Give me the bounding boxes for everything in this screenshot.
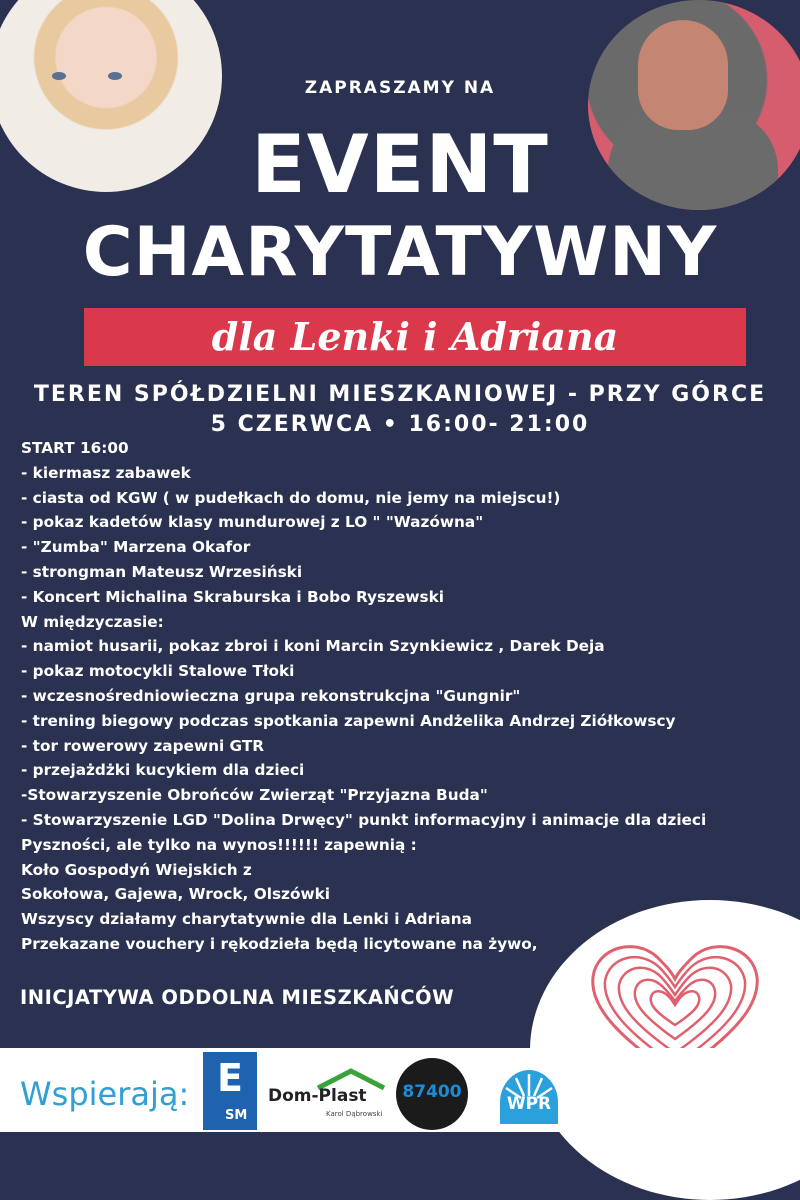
code-87400-text: 87400	[402, 1082, 462, 1102]
wpr-logo	[494, 1062, 564, 1128]
esm-logo-letter: E	[217, 1056, 243, 1100]
code-87400-logo	[396, 1058, 468, 1130]
program-list	[21, 436, 781, 957]
esm-logo-sm: SM	[225, 1108, 248, 1123]
program-line: - tor rowerowy zapewni GTR	[21, 736, 265, 755]
intro-text: ZAPRASZAMY NA	[304, 78, 496, 98]
program-line: - Stowarzyszenie LGD "Dolina Drwęcy" punkt informacyjny i animacje dla dzieci	[21, 810, 707, 829]
domplast-logo-name: Dom-Plast	[268, 1086, 367, 1106]
program-line: - trening biegowy podczas spotkania zapewni Andżelika Andrzej Ziółkowscy	[21, 711, 676, 730]
program-line: - pokaz kadetów klasy mundurowej z LO " "Wazówna"	[21, 513, 484, 532]
program-line: START 16:00	[21, 439, 129, 457]
initiative-text: INICJATYWA ODDOLNA MIESZKAŃCÓW	[20, 986, 455, 1009]
program-line: -Stowarzyszenie Obrońców Zwierząt "Przyjazna Buda"	[21, 786, 488, 805]
wpr-logo-text: WPR	[506, 1094, 552, 1114]
program-line: W międzyczasie:	[21, 612, 164, 631]
program-line: - namiot husarii, pokaz zbroi i koni Marcin Szynkiewicz , Darek Deja	[21, 637, 605, 656]
program-line: - ciasta od KGW ( w pudełkach do domu, nie jemy na miejscu!)	[21, 488, 561, 507]
domplast-logo	[268, 1068, 390, 1124]
program-line: - Koncert Michalina Skraburska i Bobo Ryszewski	[21, 587, 445, 606]
photo-detail	[638, 20, 728, 130]
program-line: - strongman Mateusz Wrzesiński	[21, 562, 303, 581]
program-line: Sokołowa, Gajewa, Wrock, Olszówki	[21, 885, 331, 904]
esm-logo	[203, 1052, 257, 1130]
date-text: 5 CZERWCA • 16:00- 21:00	[210, 412, 590, 437]
banner-text: dla Lenki i Adriana	[211, 314, 619, 359]
program-line: - pokaz motocykli Stalowe Tłoki	[21, 662, 295, 681]
domplast-logo-owner: Karol Dąbrowski	[326, 1110, 383, 1118]
program-line: - wczesnośredniowieczna grupa rekonstrukcjna "Gungnir"	[21, 686, 521, 705]
program-line: Wszyscy działamy charytatywnie dla Lenki i Adriana	[21, 910, 472, 929]
subtitle-banner	[84, 308, 746, 366]
title-event: EVENT	[251, 118, 549, 211]
title-charity: CHARYTATYWNY	[82, 213, 718, 292]
program-line: Koło Gospodyń Wiejskich z	[21, 860, 252, 879]
program-line: - "Zumba" Marzena Okafor	[21, 538, 251, 557]
program-line: - kiermasz zabawek	[21, 463, 191, 482]
program-line: Przekazane vouchery i rękodzieła będą licytowane na żywo,	[21, 934, 538, 953]
program-line: Pyszności, ale tylko na wynos!!!!!! zapewnią :	[21, 835, 417, 854]
support-label: Wspierają:	[20, 1075, 190, 1113]
program-line: - przejażdżki kucykiem dla dzieci	[21, 761, 305, 780]
location-text: TEREN SPÓŁDZIELNI MIESZKANIOWEJ - PRZY GÓRCE	[33, 382, 767, 407]
